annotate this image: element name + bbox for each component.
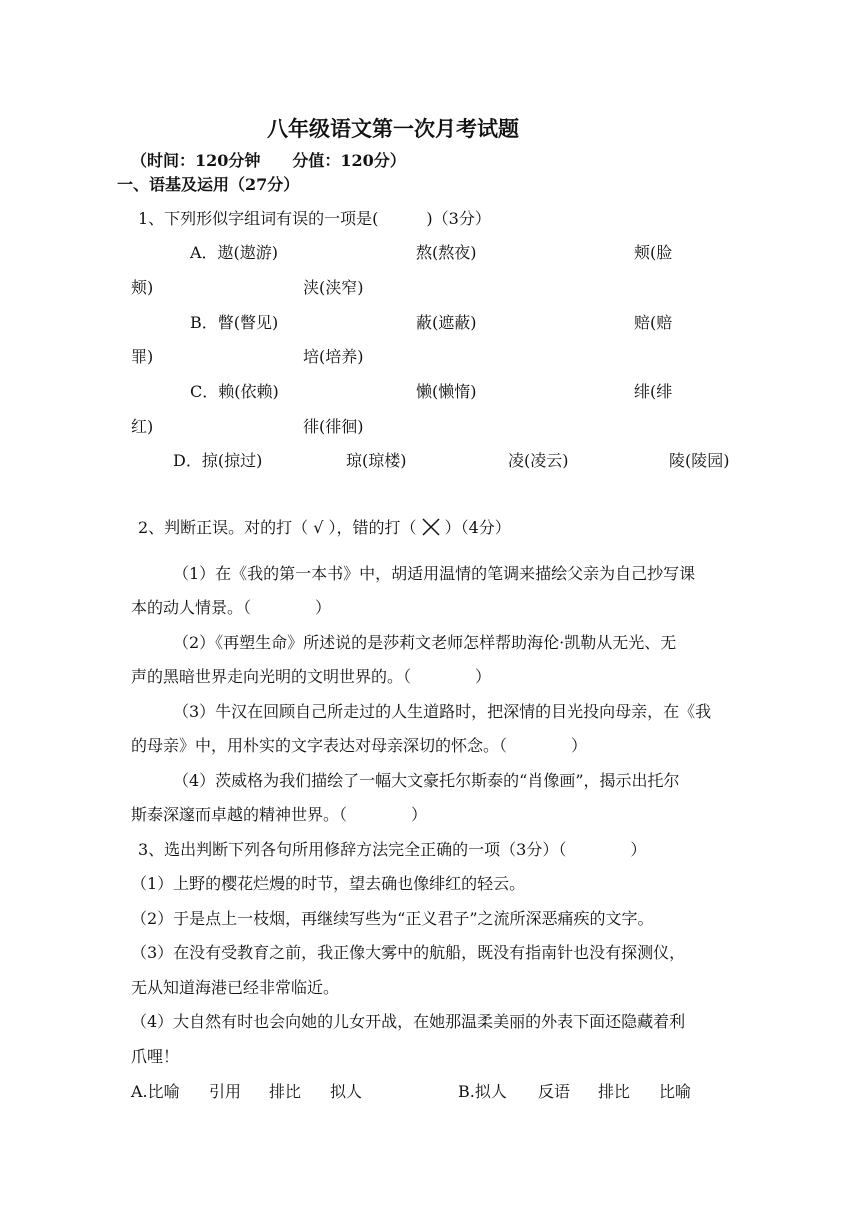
exam-title: 八年级语文第一次月考试题 — [267, 116, 519, 141]
q1-option-c-4: 徘(徘徊) — [303, 417, 364, 436]
q2-item-3-line2: 的母亲》中，用朴实的文字表达对母亲深切的怀念。（ ） — [131, 736, 588, 755]
q1-option-b-1: B．瞥(瞥见) — [190, 313, 279, 332]
q3-option-b-2: 反语 — [538, 1082, 571, 1101]
q1-option-c-3: 绯(绯 — [634, 382, 673, 401]
q1-option-a-4: 浃(浃窄) — [303, 278, 364, 297]
q1-option-c-3-cont: 红) — [131, 417, 154, 436]
q3-sentence-3-line2: 无从知道海港已经非常临近。 — [131, 978, 340, 997]
q1-option-c-2: 懒(懒惰) — [416, 382, 477, 401]
q2-item-2-line2: 声的黑暗世界走向光明的文明世界的。（ ） — [131, 667, 492, 686]
q1-option-d-2: 琼(琼楼) — [346, 451, 407, 470]
q3-option-a-3: 排比 — [269, 1082, 302, 1101]
q3-option-b-1: B.拟人 — [458, 1082, 507, 1101]
cross-mark-icon — [421, 517, 441, 537]
q3-sentence-4-line1: （4）大自然有时也会向她的儿女开战，在她那温柔美丽的外表下面还隐藏着利 — [131, 1012, 686, 1031]
q2-item-4-line2: 斯泰深邃而卓越的精神世界。（ ） — [131, 805, 428, 824]
q1-option-b-3: 赔(赔 — [634, 313, 673, 332]
q2-stem-part1: 2、判断正误。对的打（ √ ），错的打（ — [138, 518, 417, 537]
q1-option-d-1: D．掠(掠过) — [173, 451, 263, 470]
q1-option-a-1: A．遨(遨游) — [190, 243, 279, 262]
q3-sentence-1: （1）上野的樱花烂熳的时节，望去确也像绯红的轻云。 — [131, 874, 526, 893]
q3-option-b-3: 排比 — [598, 1082, 631, 1101]
q2-stem-part2: ）（4分） — [444, 518, 511, 537]
exam-meta: （时间：120分钟 分值：120分） — [131, 151, 406, 170]
q2-item-4-line1: （4）茨威格为我们描绘了一幅大文豪托尔斯泰的“肖像画”，揭示出托尔 — [173, 771, 680, 790]
q1-option-c-1: C．赖(依赖) — [190, 382, 279, 401]
q3-option-a-4: 拟人 — [330, 1082, 363, 1101]
section-heading: 一、语基及运用（27分） — [117, 175, 300, 194]
q3-sentence-2: （2）于是点上一枝烟，再继续写些为“正义君子”之流所深恶痛疾的文字。 — [131, 909, 654, 928]
q2-item-1-line2: 本的动人情景。（ ） — [131, 598, 332, 617]
q1-option-a-3-cont: 颊) — [131, 278, 154, 297]
q1-option-b-2: 蔽(遮蔽) — [416, 313, 477, 332]
q1-option-d-3: 凌(凌云) — [508, 451, 569, 470]
q2-item-1-line1: （1）在《我的第一本书》中，胡适用温情的笔调来描绘父亲为自己抄写课 — [173, 564, 696, 583]
q1-option-b-3-cont: 罪) — [131, 347, 154, 366]
q2-stem — [138, 517, 511, 538]
q3-option-a-1: A.比喻 — [131, 1082, 180, 1101]
q2-item-2-line1: （2）《再塑生命》所述说的是莎莉文老师怎样帮助海伦·凯勒从无光、无 — [173, 633, 677, 652]
q2-item-3-line1: （3）牛汉在回顾自己所走过的人生道路时，把深情的目光投向母亲，在《我 — [173, 702, 712, 721]
q1-option-a-3: 颊(脸 — [634, 243, 673, 262]
q3-option-a-2: 引用 — [209, 1082, 242, 1101]
q3-option-b-4: 比喻 — [659, 1082, 692, 1101]
q1-option-d-4: 陵(陵园) — [669, 451, 730, 470]
q3-sentence-4-line2: 爪哩！ — [131, 1047, 180, 1066]
q1-stem: 1、下列形似字组词有误的一项是( )（3分） — [138, 209, 491, 228]
q1-option-b-4: 培(培养) — [303, 347, 364, 366]
q3-stem: 3、选出判断下列各句所用修辞方法完全正确的一项（3分）（ ） — [138, 840, 647, 859]
q3-sentence-3-line1: （3）在没有受教育之前，我正像大雾中的航船，既没有指南针也没有探测仪， — [131, 943, 686, 962]
q1-option-a-2: 熬(熬夜) — [416, 243, 477, 262]
